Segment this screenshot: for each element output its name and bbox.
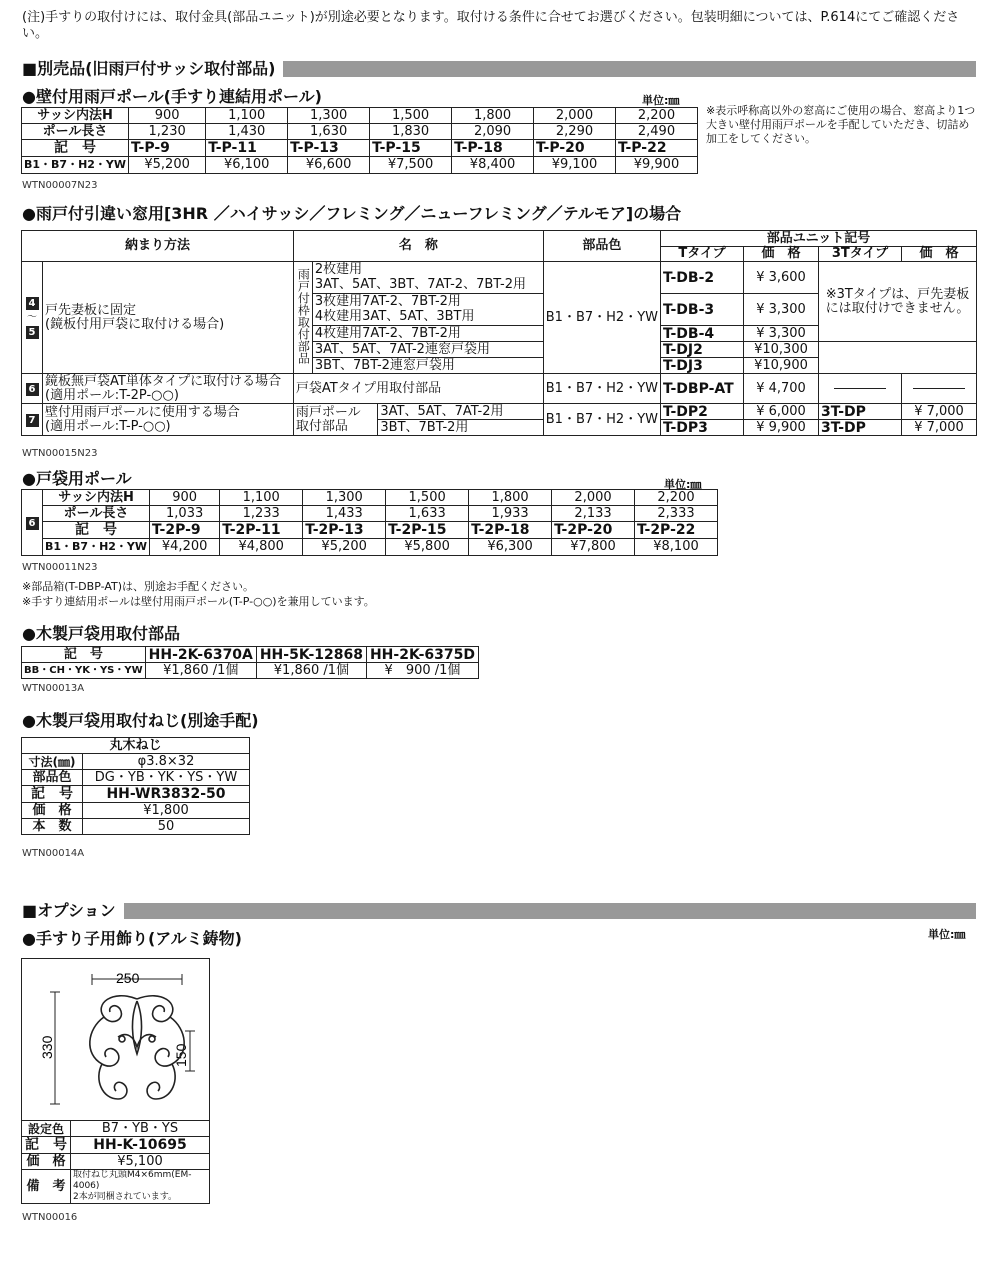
dim-inner-label: 150 xyxy=(173,1043,189,1067)
pole-code-ref: WTN00007N23 xyxy=(22,180,98,191)
group2-name: 戸袋ATタイプ用取付部品 xyxy=(293,374,543,404)
group1-price: ¥10,900 xyxy=(744,358,819,374)
group1-note-blank xyxy=(819,342,977,374)
ornament-label: 価 格 xyxy=(22,1154,71,1170)
group2-3t: ―――― xyxy=(819,374,902,404)
tobukuro-note: ※手すり連結用ポールは壁付用雨戸ポール(T-P-○○)を兼用しています。 xyxy=(22,595,375,608)
group2-method: 鏡板無戸袋AT単体タイプに取付ける場合 (適用ポール:T-2P-○○) xyxy=(43,374,294,404)
tobukuro-height: 1,800 xyxy=(469,490,552,506)
group1-name: 4枚建用7AT-2、7BT-2用 xyxy=(312,326,543,342)
group3-method: 壁付用雨戸ポールに使用する場合 (適用ポール:T-P-○○) xyxy=(43,404,294,436)
wood-price: ¥1,860 /1個 xyxy=(256,663,366,679)
pole-label-length: ポール長さ xyxy=(22,124,129,140)
num-badge: 5 xyxy=(26,326,39,339)
pole-length: 2,090 xyxy=(452,124,534,140)
num-badge: 6 xyxy=(26,517,39,530)
pole-price: ¥6,100 xyxy=(206,157,288,174)
ornament-label: 設定色 xyxy=(22,1121,71,1137)
ornament-value: B7・YB・YS xyxy=(71,1121,210,1137)
tobukuro-price: ¥5,800 xyxy=(386,539,469,556)
amado-header-method: 納まり方法 xyxy=(22,231,294,262)
dim-height-label: 330 xyxy=(39,1035,55,1059)
tobukuro-unit: 単位:㎜ xyxy=(664,478,702,491)
pole-label-height: サッシ内法H xyxy=(22,108,129,124)
group1-code: T-DB-4 xyxy=(661,326,744,342)
pole-length: 1,830 xyxy=(370,124,452,140)
tobukuro-length: 1,933 xyxy=(469,506,552,522)
tobukuro-height: 2,200 xyxy=(635,490,718,506)
amado-header-name: 名 称 xyxy=(293,231,543,262)
tobukuro-code: T-2P-22 xyxy=(635,522,718,539)
ornament-label: 記 号 xyxy=(22,1137,71,1154)
wood-price: ¥ 900 /1個 xyxy=(366,663,478,679)
wood-code: HH-2K-6370A xyxy=(145,647,256,663)
tobukuro-code-ref: WTN00011N23 xyxy=(22,562,98,573)
pole-code: T-P-18 xyxy=(452,140,534,157)
pole-height: 1,100 xyxy=(206,108,288,124)
tobukuro-title: ●戸袋用ポール xyxy=(22,469,132,488)
group1-code: T-DJ2 xyxy=(661,342,744,358)
num-badge: 7 xyxy=(26,414,39,427)
dim-width-label: 250 xyxy=(116,970,140,986)
screw-value: ¥1,800 xyxy=(83,803,250,819)
group1-name: 2枚建用 xyxy=(312,262,543,278)
amado-header-price: 価 格 xyxy=(744,247,819,262)
screw-value: DG・YB・YK・YS・YW xyxy=(83,770,250,786)
pole-code: T-P-13 xyxy=(288,140,370,157)
ornament-value: HH-K-10695 xyxy=(71,1137,210,1154)
ornament-scroll-icon xyxy=(90,996,184,1099)
tobukuro-length: 2,133 xyxy=(552,506,635,522)
group1-name: 3AT、5AT、7AT-2連窓戸袋用 xyxy=(312,342,543,358)
tobukuro-label-height: サッシ内法H xyxy=(43,490,150,506)
screw-header: 丸木ねじ xyxy=(22,738,250,754)
group2-color: B1・B7・H2・YW xyxy=(543,374,660,404)
tobukuro-label-color: B1・B7・H2・YW xyxy=(43,539,150,556)
num-badge: 6 xyxy=(26,383,39,396)
screw-label: 価 格 xyxy=(22,803,83,819)
section-bar xyxy=(124,903,976,919)
ornament-label: 備 考 xyxy=(22,1170,71,1204)
pole-table xyxy=(21,107,698,174)
group3-3t-code: 3T-DP xyxy=(819,420,902,436)
group2-price: ¥ 4,700 xyxy=(744,374,819,404)
group1-vertical-label: 雨戸付枠取付部品 xyxy=(296,267,311,364)
ornament-table xyxy=(21,1120,210,1204)
group1-vertical-label-cell xyxy=(293,262,312,374)
tobukuro-price: ¥7,800 xyxy=(552,539,635,556)
tobukuro-price: ¥6,300 xyxy=(469,539,552,556)
pole-price: ¥8,400 xyxy=(452,157,534,174)
pole-code: T-P-22 xyxy=(615,140,697,157)
tobukuro-price: ¥8,100 xyxy=(635,539,718,556)
section-option-header xyxy=(22,902,976,920)
amado-header-color: 部品色 xyxy=(543,231,660,262)
tobukuro-code: T-2P-9 xyxy=(150,522,220,539)
pole-price: ¥6,600 xyxy=(288,157,370,174)
group2-number xyxy=(22,374,43,404)
group1-name: 3BT、7BT-2連窓戸袋用 xyxy=(312,358,543,374)
pole-code: T-P-20 xyxy=(534,140,616,157)
tobukuro-code: T-2P-13 xyxy=(303,522,386,539)
pole-code: T-P-15 xyxy=(370,140,452,157)
group1-method: 戸先妻板に固定 (鏡板付用戸袋に取付ける場合) xyxy=(43,262,294,374)
tobukuro-table xyxy=(21,489,718,556)
group1-name: 4枚建用3AT、5AT、3BT用 xyxy=(312,310,543,326)
pole-label-color: B1・B7・H2・YW xyxy=(22,157,129,174)
screw-code-ref: WTN00014A xyxy=(22,848,85,859)
ornament-value: ¥5,100 xyxy=(71,1154,210,1170)
amado-code-ref: WTN00015N23 xyxy=(22,448,98,459)
pole-price: ¥9,100 xyxy=(534,157,616,174)
tobukuro-height: 1,300 xyxy=(303,490,386,506)
ornament-drawing xyxy=(22,959,209,1121)
section-bar xyxy=(283,61,976,77)
screw-label: 本 数 xyxy=(22,819,83,835)
tobukuro-code: T-2P-20 xyxy=(552,522,635,539)
group1-name: 3AT、5AT、3BT、7AT-2、7BT-2用 xyxy=(312,278,543,294)
group1-price: ¥ 3,600 xyxy=(744,262,819,294)
ornament-drawing-box xyxy=(21,958,210,1121)
pole-height: 1,800 xyxy=(452,108,534,124)
pole-code: T-P-11 xyxy=(206,140,288,157)
section-separate-title: ■別売品(旧雨戸付サッシ取付部品) xyxy=(22,59,276,78)
group3-3t-price: ¥ 7,000 xyxy=(902,404,977,420)
pole-price: ¥7,500 xyxy=(370,157,452,174)
tobukuro-number xyxy=(22,490,43,556)
pole-unit: 単位:㎜ xyxy=(642,94,680,107)
amado-title: ●雨戸付引違い窓用[3HR ／ハイサッシ／フレミング／ニューフレミング／テルモア]の場合 xyxy=(22,204,682,223)
wood-label-color: BB・CH・YK・YS・YW xyxy=(22,663,146,679)
screw-label: 記 号 xyxy=(22,786,83,803)
amado-header-price2: 価 格 xyxy=(902,247,977,262)
tobukuro-label-length: ポール長さ xyxy=(43,506,150,522)
wood-code: HH-5K-12868 xyxy=(256,647,366,663)
group1-price: ¥ 3,300 xyxy=(744,326,819,342)
pole-height: 2,000 xyxy=(534,108,616,124)
pole-side-note: ※表示呼称高以外の窓高にご使用の場合、窓高より1つ大きい壁付用雨戸ポールを手配していただき、切詰め加工をしてください。 xyxy=(706,104,976,145)
screw-value: 50 xyxy=(83,819,250,835)
pole-price: ¥5,200 xyxy=(129,157,206,174)
tobukuro-price: ¥4,800 xyxy=(220,539,303,556)
amado-header-ttype: Tタイプ xyxy=(661,247,744,262)
group1-name: 3枚建用7AT-2、7BT-2用 xyxy=(312,294,543,310)
tobukuro-height: 900 xyxy=(150,490,220,506)
group3-code: T-DP2 xyxy=(661,404,744,420)
group3-color: B1・B7・H2・YW xyxy=(543,404,660,436)
tobukuro-height: 1,500 xyxy=(386,490,469,506)
num-badge: 4 xyxy=(26,297,39,310)
wood-price: ¥1,860 /1個 xyxy=(145,663,256,679)
wood-code-ref: WTN00013A xyxy=(22,683,85,694)
tobukuro-price: ¥5,200 xyxy=(303,539,386,556)
group1-code: T-DB-3 xyxy=(661,294,744,326)
amado-table xyxy=(21,230,977,436)
pole-length: 1,230 xyxy=(129,124,206,140)
num-tilde: ～ xyxy=(27,312,37,323)
pole-label-code: 記 号 xyxy=(22,140,129,157)
group1-price: ¥ 3,300 xyxy=(744,294,819,326)
tobukuro-note: ※部品箱(T-DBP-AT)は、別途お手配ください。 xyxy=(22,580,255,593)
group3-3t-price: ¥ 7,000 xyxy=(902,420,977,436)
wood-parts-table xyxy=(21,646,479,679)
tobukuro-code: T-2P-18 xyxy=(469,522,552,539)
group1-code: T-DB-2 xyxy=(661,262,744,294)
tobukuro-height: 1,100 xyxy=(220,490,303,506)
group3-name: 3AT、5AT、7AT-2用 xyxy=(378,404,543,420)
pole-height: 900 xyxy=(129,108,206,124)
pole-height: 2,200 xyxy=(615,108,697,124)
tobukuro-height: 2,000 xyxy=(552,490,635,506)
pole-length: 2,490 xyxy=(615,124,697,140)
ornament-title: ●手すり子用飾り(アルミ鋳物) xyxy=(22,929,242,948)
group1-note: ※3Tタイプは、戸先妻板には取付けできません。 xyxy=(819,262,977,342)
wood-code: HH-2K-6375D xyxy=(366,647,478,663)
tobukuro-length: 1,033 xyxy=(150,506,220,522)
pole-length: 2,290 xyxy=(534,124,616,140)
group3-number xyxy=(22,404,43,436)
screw-label: 部品色 xyxy=(22,770,83,786)
group1-code: T-DJ3 xyxy=(661,358,744,374)
pole-length: 1,630 xyxy=(288,124,370,140)
amado-header-unit-code: 部品ユニット記号 xyxy=(661,231,977,247)
pole-height: 1,500 xyxy=(370,108,452,124)
screw-table xyxy=(21,737,250,835)
screw-value: HH-WR3832-50 xyxy=(83,786,250,803)
group3-name-left: 雨戸ポール 取付部品 xyxy=(293,404,378,436)
tobukuro-code: T-2P-11 xyxy=(220,522,303,539)
group2-3t-price: ―――― xyxy=(902,374,977,404)
group1-price: ¥10,300 xyxy=(744,342,819,358)
group2-code: T-DBP-AT xyxy=(661,374,744,404)
ornament-value: 取付ねじ丸頭M4×6mm(EM-4006) 2本が同梱されています。 xyxy=(71,1170,210,1204)
screw-label: 寸法(㎜) xyxy=(22,754,83,770)
tobukuro-length: 1,433 xyxy=(303,506,386,522)
screw-title: ●木製戸袋用取付ねじ(別途手配) xyxy=(22,711,259,730)
group1-color: B1・B7・H2・YW xyxy=(543,262,660,374)
pole-length: 1,430 xyxy=(206,124,288,140)
group3-price: ¥ 6,000 xyxy=(744,404,819,420)
tobukuro-length: 2,333 xyxy=(635,506,718,522)
section-option-title: ■オプション xyxy=(22,901,116,920)
group3-3t-code: 3T-DP xyxy=(819,404,902,420)
tobukuro-code: T-2P-15 xyxy=(386,522,469,539)
intro-note: (注)手すりの取付けには、取付金具(部品ユニット)が別途必要となります。取付ける条件に合せてお選びください。包装明細については、P.614にてご確認ください。 xyxy=(22,10,960,41)
wood-label-code: 記 号 xyxy=(22,647,146,663)
tobukuro-length: 1,233 xyxy=(220,506,303,522)
group3-name: 3BT、7BT-2用 xyxy=(378,420,543,436)
group3-price: ¥ 9,900 xyxy=(744,420,819,436)
amado-header-3ttype: 3Tタイプ xyxy=(819,247,902,262)
ornament-code-ref: WTN00016 xyxy=(22,1212,78,1223)
group1-number xyxy=(22,262,43,374)
pole-code: T-P-9 xyxy=(129,140,206,157)
pole-title: ●壁付用雨戸ポール(手すり連結用ポール) xyxy=(22,87,322,106)
ornament-unit: 単位:㎜ xyxy=(928,928,966,941)
tobukuro-label-code: 記 号 xyxy=(43,522,150,539)
pole-height: 1,300 xyxy=(288,108,370,124)
tobukuro-length: 1,633 xyxy=(386,506,469,522)
group3-code: T-DP3 xyxy=(661,420,744,436)
wood-parts-title: ●木製戸袋用取付部品 xyxy=(22,624,180,643)
screw-value: φ3.8×32 xyxy=(83,754,250,770)
section-separate-header xyxy=(22,60,976,78)
pole-price: ¥9,900 xyxy=(615,157,697,174)
tobukuro-price: ¥4,200 xyxy=(150,539,220,556)
